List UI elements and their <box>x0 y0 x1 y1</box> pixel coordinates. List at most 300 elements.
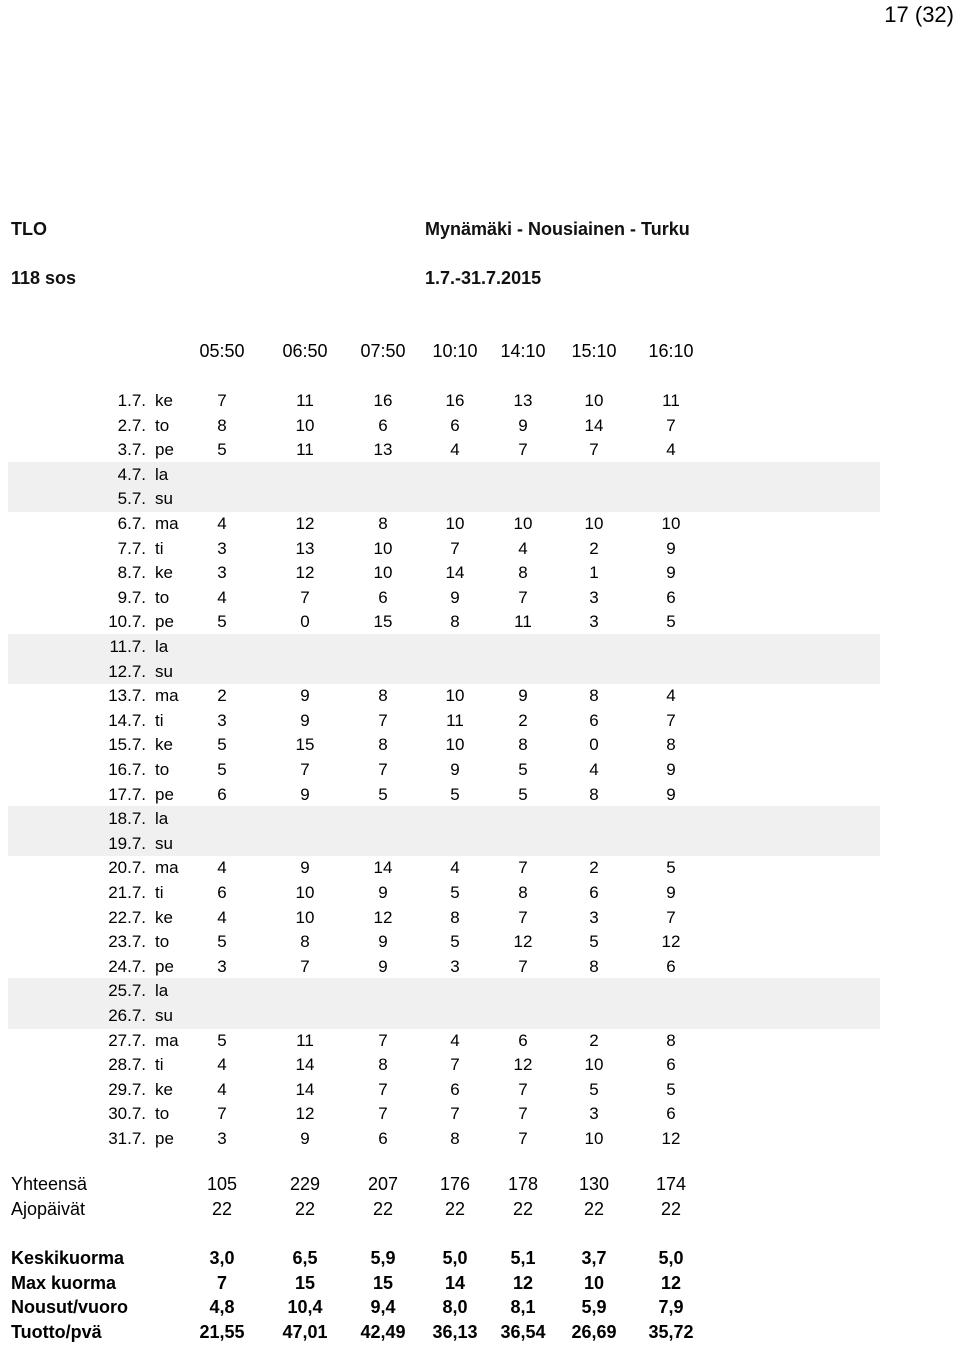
table-cell: 5 <box>666 858 676 878</box>
stats-cell: 9,4 <box>370 1297 396 1317</box>
row-date: 22.7. <box>108 907 146 927</box>
header-code: TLO <box>11 219 47 239</box>
table-cell: 9 <box>300 1129 310 1148</box>
column-header: 06:50 <box>282 341 328 361</box>
table-cell: 6 <box>589 883 599 902</box>
table-cell: 8 <box>518 735 528 755</box>
table-cell: 9 <box>518 415 528 435</box>
table-cell: 3 <box>217 710 227 730</box>
table-cell: 14 <box>584 415 604 435</box>
row-date: 3.7. <box>117 440 146 460</box>
row-date: 6.7. <box>117 514 146 533</box>
column-header: 05:50 <box>199 341 245 361</box>
stats-cell: 47,01 <box>282 1322 328 1342</box>
table-cell: 9 <box>666 538 676 558</box>
table-cell: 7 <box>300 956 310 976</box>
table-cell: 16 <box>373 391 393 410</box>
table-cell: 6 <box>666 587 676 607</box>
stats-cell: 15 <box>294 1273 316 1293</box>
table-cell: 4 <box>666 686 676 706</box>
table-row <box>0 760 960 785</box>
stats-cell: 5,0 <box>442 1248 468 1268</box>
table-cell: 3 <box>589 907 599 927</box>
stats-cell: 10,4 <box>287 1297 323 1317</box>
table-cell: 7 <box>666 907 676 927</box>
table-cell: 6 <box>217 883 227 902</box>
stats-row <box>0 1322 960 1347</box>
row-weekday: pe <box>155 1129 174 1148</box>
table-row <box>0 834 960 859</box>
table-row <box>0 489 960 514</box>
stats-cell: 5,9 <box>581 1297 607 1317</box>
table-cell: 5 <box>217 932 227 952</box>
row-date: 5.7. <box>117 489 146 509</box>
row-date: 28.7. <box>108 1055 146 1075</box>
table-cell: 8 <box>217 415 227 435</box>
table-row <box>0 1055 960 1080</box>
row-weekday: to <box>155 415 170 435</box>
column-header: 14:10 <box>500 341 546 361</box>
table-cell: 4 <box>217 907 227 927</box>
totals-cell: 22 <box>660 1199 682 1219</box>
totals-cell: 229 <box>289 1174 321 1194</box>
table-row <box>0 563 960 588</box>
table-row <box>0 908 960 933</box>
row-date: 15.7. <box>108 735 146 755</box>
stats-cell: 8,0 <box>442 1297 468 1317</box>
table-cell: 4 <box>217 514 227 533</box>
table-row <box>0 809 960 834</box>
row-weekday: ma <box>155 686 179 706</box>
column-header: 16:10 <box>648 341 694 361</box>
table-cell: 4 <box>518 538 528 558</box>
table-cell: 4 <box>217 587 227 607</box>
table-cell: 10 <box>445 735 465 755</box>
stats-cell: 35,72 <box>648 1322 694 1342</box>
column-header: 10:10 <box>432 341 478 361</box>
header-period: 1.7.-31.7.2015 <box>425 268 542 288</box>
table-cell: 7 <box>666 710 676 730</box>
table-cell: 6 <box>666 956 676 976</box>
row-weekday: ti <box>155 1055 164 1075</box>
totals-cell: 22 <box>583 1199 605 1219</box>
table-cell: 8 <box>378 1055 388 1075</box>
table-cell: 9 <box>300 710 310 730</box>
table-row <box>0 1129 960 1154</box>
table-cell: 4 <box>450 440 460 460</box>
table-row <box>0 686 960 711</box>
stats-cell: 5,0 <box>658 1248 684 1268</box>
row-date: 16.7. <box>108 760 146 779</box>
totals-cell: 22 <box>372 1199 394 1219</box>
table-cell: 7 <box>378 760 388 779</box>
table-row <box>0 711 960 736</box>
table-cell: 8 <box>666 1030 676 1050</box>
table-cell: 9 <box>666 563 676 583</box>
table-cell: 7 <box>450 538 460 558</box>
table-cell: 3 <box>450 956 460 976</box>
table-cell: 10 <box>584 1055 604 1075</box>
table-cell: 8 <box>518 883 528 902</box>
table-cell: 9 <box>518 686 528 706</box>
stats-cell: 26,69 <box>571 1322 617 1342</box>
table-cell: 5 <box>666 1079 676 1099</box>
table-cell: 15 <box>373 612 393 632</box>
table-row <box>0 416 960 441</box>
stats-row <box>0 1248 960 1273</box>
row-weekday: ti <box>155 710 164 730</box>
row-date: 10.7. <box>108 612 146 632</box>
table-cell: 7 <box>378 1104 388 1124</box>
row-weekday: ma <box>155 514 179 533</box>
table-cell: 15 <box>295 735 315 755</box>
stats-cell: 7 <box>216 1273 227 1293</box>
table-cell: 7 <box>450 1104 460 1124</box>
table-cell: 2 <box>518 710 528 730</box>
table-row <box>0 637 960 662</box>
table-cell: 10 <box>584 1129 604 1148</box>
table-cell: 6 <box>450 415 460 435</box>
table-cell: 13 <box>373 440 393 460</box>
row-date: 23.7. <box>108 932 146 952</box>
table-cell: 5 <box>450 932 460 952</box>
stats-cell: 3,0 <box>209 1248 235 1268</box>
table-cell: 1 <box>589 563 599 583</box>
table-cell: 7 <box>300 587 310 607</box>
table-cell: 7 <box>518 1079 528 1099</box>
totals-cell: 22 <box>211 1199 233 1219</box>
totals-row <box>0 1174 960 1199</box>
row-date: 13.7. <box>108 686 146 706</box>
table-cell: 14 <box>373 858 393 878</box>
table-cell: 10 <box>513 514 533 533</box>
row-date: 4.7. <box>117 464 146 484</box>
row-date: 24.7. <box>108 956 146 976</box>
table-cell: 7 <box>666 415 676 435</box>
table-cell: 4 <box>217 858 227 878</box>
table-cell: 11 <box>296 1030 314 1050</box>
row-date: 11.7. <box>109 637 146 656</box>
table-cell: 10 <box>661 514 681 533</box>
table-cell: 9 <box>450 587 460 607</box>
stats-cell: 4,8 <box>209 1297 235 1317</box>
table-cell: 12 <box>661 932 681 952</box>
table-cell: 8 <box>589 686 599 706</box>
table-cell: 6 <box>450 1079 460 1099</box>
row-weekday: ke <box>155 563 173 583</box>
row-date: 29.7. <box>108 1079 146 1099</box>
table-row <box>0 981 960 1006</box>
table-cell: 10 <box>373 538 393 558</box>
table-cell: 12 <box>295 514 315 533</box>
row-weekday: su <box>155 833 173 853</box>
row-weekday: to <box>155 932 170 952</box>
table-cell: 9 <box>666 883 676 902</box>
table-cell: 5 <box>217 735 227 755</box>
column-header: 15:10 <box>571 341 617 361</box>
table-row <box>0 957 960 982</box>
table-cell: 10 <box>295 907 315 927</box>
table-cell: 0 <box>300 612 310 632</box>
table-cell: 3 <box>217 1129 227 1148</box>
table-cell: 5 <box>666 612 676 632</box>
table-row <box>0 440 960 465</box>
row-date: 27.7. <box>108 1030 146 1050</box>
table-cell: 5 <box>217 760 227 779</box>
row-date: 9.7. <box>117 587 146 607</box>
table-cell: 2 <box>589 538 599 558</box>
table-row <box>0 858 960 883</box>
table-cell: 14 <box>295 1079 315 1099</box>
table-cell: 7 <box>450 1055 460 1075</box>
totals-cell: 176 <box>439 1174 471 1194</box>
stats-cell: 7,9 <box>658 1297 684 1317</box>
table-cell: 8 <box>378 514 388 533</box>
table-cell: 10 <box>584 514 604 533</box>
table-cell: 8 <box>589 956 599 976</box>
column-header: 07:50 <box>360 341 406 361</box>
table-cell: 12 <box>295 563 315 583</box>
table-cell: 13 <box>513 391 533 410</box>
table-cell: 6 <box>378 415 388 435</box>
table-cell: 12 <box>373 907 393 927</box>
table-cell: 3 <box>589 1104 599 1124</box>
row-weekday: ke <box>155 391 173 410</box>
table-cell: 4 <box>450 1030 460 1050</box>
table-cell: 3 <box>217 563 227 583</box>
row-date: 14.7. <box>108 710 146 730</box>
table-cell: 7 <box>518 1104 528 1124</box>
stats-cell: 8,1 <box>510 1297 536 1317</box>
row-date: 31.7. <box>108 1129 146 1148</box>
table-cell: 4 <box>450 858 460 878</box>
row-weekday: ke <box>155 1079 173 1099</box>
table-cell: 9 <box>666 784 676 804</box>
row-weekday: pe <box>155 784 174 804</box>
stats-label: Max kuorma <box>11 1273 117 1293</box>
stats-label: Keskikuorma <box>11 1248 125 1268</box>
table-row <box>0 662 960 687</box>
table-cell: 4 <box>217 1055 227 1075</box>
stats-row <box>0 1273 960 1298</box>
table-row <box>0 1031 960 1056</box>
table-cell: 14 <box>445 563 465 583</box>
table-cell: 6 <box>589 710 599 730</box>
table-row <box>0 612 960 637</box>
table-cell: 3 <box>589 587 599 607</box>
header-route: Mynämäki - Nousiainen - Turku <box>425 219 690 239</box>
table-cell: 7 <box>518 1129 528 1148</box>
row-weekday: la <box>155 981 169 1001</box>
stats-cell: 15 <box>372 1273 394 1293</box>
table-cell: 2 <box>217 686 227 706</box>
stats-cell: 10 <box>583 1273 605 1293</box>
table-cell: 7 <box>217 1104 227 1124</box>
table-row <box>0 539 960 564</box>
table-cell: 3 <box>217 538 227 558</box>
table-row <box>0 785 960 810</box>
table-row <box>0 1104 960 1129</box>
row-weekday: pe <box>155 956 174 976</box>
stats-cell: 36,13 <box>432 1322 478 1342</box>
row-weekday: ke <box>155 907 173 927</box>
table-cell: 5 <box>589 1079 599 1099</box>
table-cell: 12 <box>661 1129 681 1148</box>
stats-cell: 14 <box>444 1273 466 1293</box>
table-cell: 11 <box>296 391 314 410</box>
header-trips: 118 sos <box>11 268 77 288</box>
totals-cell: 207 <box>367 1174 399 1194</box>
table-cell: 7 <box>518 440 528 460</box>
table-cell: 9 <box>300 858 310 878</box>
table-cell: 6 <box>666 1055 676 1075</box>
table-cell: 5 <box>217 612 227 632</box>
table-cell: 8 <box>666 735 676 755</box>
table-cell: 4 <box>666 440 676 460</box>
row-weekday: la <box>155 464 169 484</box>
table-cell: 16 <box>445 391 465 410</box>
table-cell: 5 <box>450 784 460 804</box>
stats-cell: 42,49 <box>360 1322 406 1342</box>
table-cell: 0 <box>589 735 599 755</box>
stats-cell: 6,5 <box>292 1248 318 1268</box>
table-cell: 6 <box>217 784 227 804</box>
totals-cell: 178 <box>507 1174 539 1194</box>
row-date: 18.7. <box>108 809 146 829</box>
table-cell: 2 <box>589 858 599 878</box>
table-cell: 7 <box>217 391 227 410</box>
table-cell: 6 <box>666 1104 676 1124</box>
table-cell: 11 <box>662 391 680 410</box>
table-row <box>0 883 960 908</box>
stats-row <box>0 1297 960 1322</box>
table-cell: 9 <box>378 956 388 976</box>
totals-cell: 22 <box>294 1199 316 1219</box>
row-date: 30.7. <box>108 1104 146 1124</box>
row-weekday: ma <box>155 1030 179 1050</box>
stats-cell: 12 <box>512 1273 534 1293</box>
totals-cell: 22 <box>444 1199 466 1219</box>
table-cell: 10 <box>295 415 315 435</box>
table-cell: 12 <box>295 1104 315 1124</box>
table-cell: 7 <box>589 440 599 460</box>
table-cell: 6 <box>518 1030 528 1050</box>
table-row <box>0 1080 960 1105</box>
table-cell: 6 <box>378 587 388 607</box>
totals-label: Yhteensä <box>11 1174 88 1194</box>
table-cell: 11 <box>514 612 532 632</box>
row-weekday: la <box>155 809 169 829</box>
row-date: 26.7. <box>108 1006 146 1025</box>
table-row <box>0 1006 960 1031</box>
row-weekday: su <box>155 661 173 681</box>
table-cell: 7 <box>378 710 388 730</box>
table-cell: 12 <box>513 932 533 952</box>
stats-cell: 12 <box>660 1273 682 1293</box>
row-weekday: to <box>155 587 170 607</box>
table-row <box>0 514 960 539</box>
row-weekday: su <box>155 489 173 509</box>
table-cell: 9 <box>450 760 460 779</box>
table-cell: 4 <box>217 1079 227 1099</box>
table-cell: 10 <box>445 514 465 533</box>
table-cell: 9 <box>378 883 388 902</box>
table-row <box>0 465 960 490</box>
row-weekday: ti <box>155 538 164 558</box>
table-cell: 6 <box>378 1129 388 1148</box>
table-cell: 3 <box>217 956 227 976</box>
table-cell: 8 <box>518 563 528 583</box>
table-row <box>0 588 960 613</box>
stats-cell: 36,54 <box>500 1322 546 1342</box>
row-date: 21.7. <box>108 883 146 902</box>
table-cell: 4 <box>589 760 599 779</box>
table-cell: 5 <box>378 784 388 804</box>
table-cell: 14 <box>295 1055 315 1075</box>
row-weekday: pe <box>155 440 174 460</box>
row-weekday: su <box>155 1006 173 1025</box>
row-date: 19.7. <box>108 833 146 853</box>
table-cell: 7 <box>518 956 528 976</box>
table-cell: 3 <box>589 612 599 632</box>
table-cell: 8 <box>450 907 460 927</box>
table-cell: 5 <box>518 784 528 804</box>
row-weekday: la <box>155 637 169 656</box>
table-cell: 7 <box>378 1079 388 1099</box>
table-cell: 12 <box>513 1055 533 1075</box>
stats-cell: 21,55 <box>199 1322 245 1342</box>
table-cell: 7 <box>518 858 528 878</box>
stats-cell: 5,9 <box>370 1248 396 1268</box>
row-weekday: ma <box>155 858 179 878</box>
table-cell: 7 <box>300 760 310 779</box>
table-row <box>0 735 960 760</box>
table-cell: 13 <box>295 538 315 558</box>
table-cell: 10 <box>584 391 604 410</box>
table-cell: 5 <box>217 1030 227 1050</box>
table-cell: 5 <box>450 883 460 902</box>
table-cell: 8 <box>589 784 599 804</box>
row-date: 25.7. <box>108 981 146 1001</box>
table-row <box>0 932 960 957</box>
row-weekday: pe <box>155 612 174 632</box>
totals-cell: 130 <box>578 1174 610 1194</box>
stats-cell: 3,7 <box>581 1248 607 1268</box>
table-cell: 5 <box>589 932 599 952</box>
table-cell: 9 <box>300 686 310 706</box>
table-cell: 5 <box>518 760 528 779</box>
table-cell: 7 <box>518 587 528 607</box>
row-weekday: ti <box>155 883 164 902</box>
page-number: 17 (32) <box>884 2 954 27</box>
table-cell: 11 <box>296 440 314 460</box>
table-cell: 10 <box>373 563 393 583</box>
row-weekday: ke <box>155 735 173 755</box>
table-cell: 9 <box>666 760 676 779</box>
totals-cell: 22 <box>512 1199 534 1219</box>
table-cell: 8 <box>378 735 388 755</box>
row-date: 1.7. <box>117 391 146 410</box>
row-weekday: to <box>155 760 170 779</box>
table-cell: 11 <box>446 710 464 730</box>
table-cell: 10 <box>445 686 465 706</box>
table-cell: 9 <box>300 784 310 804</box>
table-cell: 5 <box>217 440 227 460</box>
totals-cell: 174 <box>655 1174 687 1194</box>
table-cell: 7 <box>518 907 528 927</box>
row-weekday: to <box>155 1104 170 1124</box>
row-date: 2.7. <box>117 415 146 435</box>
